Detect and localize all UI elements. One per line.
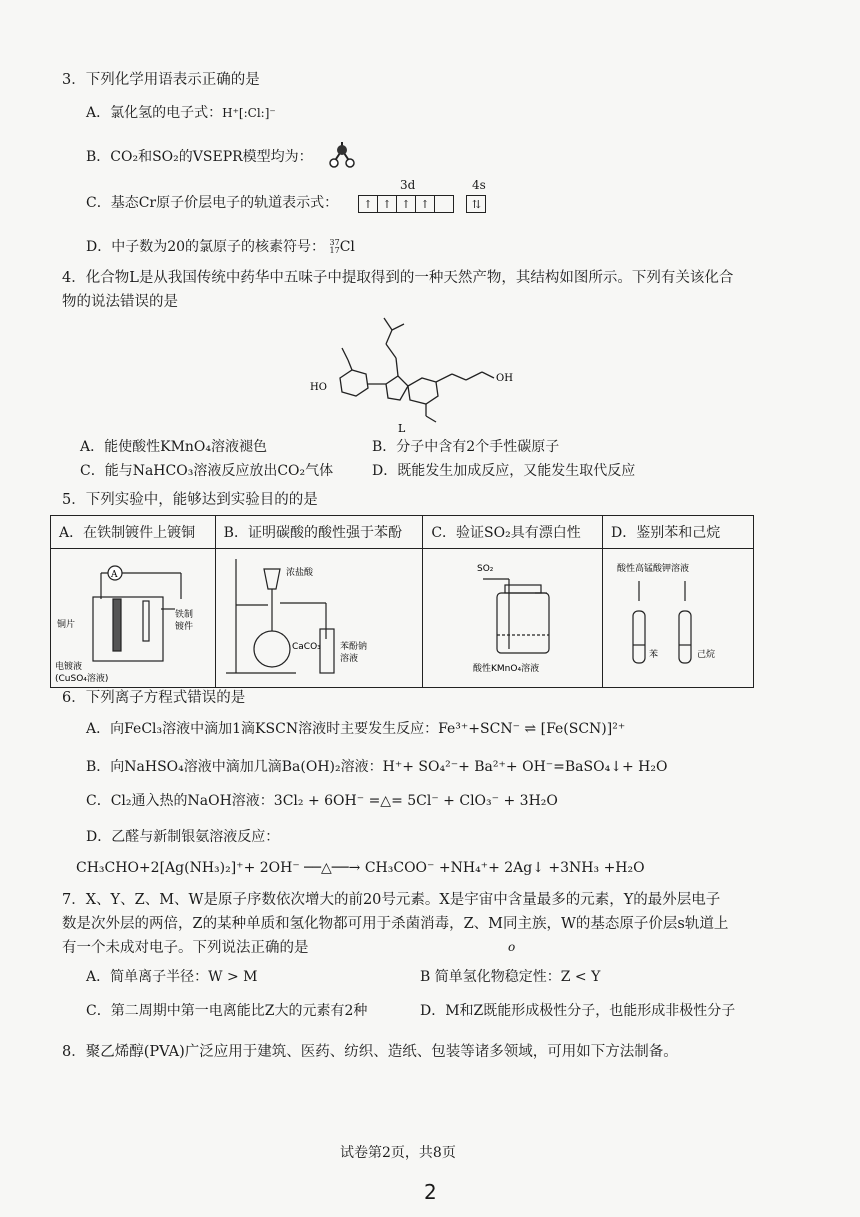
experiment-header-row [51, 516, 754, 549]
so2-label: SO₂ [477, 564, 494, 574]
q3-option-b [86, 146, 313, 166]
compound-l-structure [300, 308, 540, 438]
q3-option-d-text: D．中子数为20的氯原子的核素符号： [86, 239, 326, 255]
nuclide-symbol: Cl [339, 239, 355, 255]
q3-option-a-text: A．氯化氢的电子式： [86, 105, 223, 121]
q6-option-b: B．向NaHSO₄溶液中滴加几滴Ba(OH)₂溶液：H⁺+ SO₄²⁻+ Ba²⁺+ OH⁻=BaSO₄↓+ H₂O [86, 759, 668, 775]
experiment-header-d: D．鉴别苯和己烷 [603, 516, 754, 549]
page-footer: 试卷第2页，共8页 [340, 1145, 456, 1161]
kmno4-reagent-label: 酸性高锰酸钾溶液 [617, 564, 690, 574]
ammeter-label: A [111, 570, 118, 580]
structure-ho-label: HO [310, 382, 327, 393]
q3-stem: 3．下列化学用语表示正确的是 [62, 72, 260, 88]
orbital-3d-box-5 [435, 196, 453, 212]
handwritten-mark: o [508, 940, 516, 954]
q3-option-a [86, 102, 276, 122]
q4-option-c: C．能与NaHCO₃溶液反应放出CO₂气体 [80, 463, 334, 479]
electroplating-apparatus [51, 549, 214, 683]
benzene-hexane-apparatus [603, 549, 753, 683]
acid-strength-apparatus [216, 549, 422, 683]
kmno4-solution-label: 酸性KMnO₄溶液 [473, 664, 540, 674]
iron-label-2: 镀件 [175, 622, 194, 632]
q5-stem: 5．下列实验中，能够达到实验目的的是 [62, 492, 318, 508]
experiment-figure-a [51, 549, 216, 688]
q3-option-c-text: C．基态Cr原子价层电子的轨道表示式： [86, 195, 339, 211]
experiment-header-c: C．验证SO₂具有漂白性 [423, 516, 603, 549]
bleaching-apparatus [423, 549, 601, 683]
nuclide-mass-number: 37 [329, 238, 340, 247]
orbital-3d-boxes [358, 195, 454, 213]
q6-option-c: C．Cl₂通入热的NaOH溶液：3Cl₂ + 6OH⁻ =△= 5Cl⁻ + ClO₃⁻ + 3H₂O [86, 793, 558, 809]
orbital-3d-box-4: ↑ [416, 196, 435, 212]
orbital-4s-box [466, 195, 486, 213]
orbital-label-4s: 4s [472, 178, 486, 192]
phenolate-label-2: 溶液 [339, 654, 358, 664]
nuclide-numbers [330, 239, 340, 255]
orbital-3d-box-2: ↑ [378, 196, 397, 212]
q3-option-d [86, 236, 355, 256]
experiment-figure-b [215, 549, 423, 688]
copper-label: 铜片 [57, 620, 76, 630]
q4-stem-line1: 4．化合物L是从我国传统中药华中五味子中提取得到的一种天然产物，其结构如图所示。下列有关该化合 [62, 270, 734, 286]
experiment-header-a: A．在铁制镀件上镀铜 [51, 516, 216, 549]
q4-option-d: D．既能发生加成反应，又能发生取代反应 [372, 463, 636, 479]
solution-label-2: (CuSO₄溶液) [55, 674, 109, 683]
q6-option-d-equation: CH₃CHO+2[Ag(NH₃)₂]⁺+ 2OH⁻ ──△──→ CH₃COO⁻ +NH₄⁺+ 2Ag↓ +3NH₃ +H₂O [76, 860, 645, 876]
experiment-figure-c [423, 549, 603, 688]
q3-option-b-text: B．CO₂和SO₂的VSEPR模型均为： [86, 149, 313, 165]
q7-stem-line3: 有一个未成对电子。下列说法正确的是 [62, 940, 309, 956]
q4-option-a: A．能使酸性KMnO₄溶液褪色 [80, 439, 268, 455]
q7-option-a: A．简单离子半径：W > M [86, 969, 258, 985]
q7-option-c: C．第二周期中第一电离能比Z大的元素有2种 [86, 1003, 368, 1019]
benzene-label: 苯 [649, 650, 659, 660]
nuclide-atomic-number: 17 [329, 246, 340, 255]
q6-stem: 6．下列离子方程式错误的是 [62, 690, 246, 706]
experiment-figure-row [51, 549, 754, 688]
solution-label-1: 电镀液 [55, 662, 83, 672]
page-number: 2 [424, 1180, 437, 1204]
q7-option-d: D．M和Z既能形成极性分子，也能形成非极性分子 [420, 1003, 736, 1019]
orbital-3d-box-3: ↑ [397, 196, 416, 212]
orbital-label-3d: 3d [400, 178, 416, 192]
structure-oh-label: OH [496, 373, 513, 384]
iron-label-1: 铁制 [175, 610, 194, 620]
caco3-label: CaCO₃ [291, 642, 321, 652]
experiment-header-b: B．证明碳酸的酸性强于苯酚 [215, 516, 423, 549]
q7-option-b: B 简单氢化物稳定性：Z < Y [420, 969, 601, 985]
structure-l-label: L [398, 422, 406, 435]
orbital-diagram [358, 195, 486, 213]
orbital-3d-box-1: ↑ [359, 196, 378, 212]
q7-stem-line1: 7．X、Y、Z、M、W是原子序数依次增大的前20号元素。X是宇宙中含量最多的元素，Y的最外层电子 [62, 892, 721, 908]
experiment-table [50, 515, 754, 688]
orbital-4s-box-1: ⇅ [471, 197, 482, 211]
experiment-figure-d [603, 549, 754, 688]
q4-stem-line2: 物的说法错误的是 [62, 294, 178, 310]
hexane-label: 己烷 [697, 650, 716, 660]
acid-label: 浓盐酸 [285, 568, 313, 578]
q6-option-d: D．乙醛与新制银氨溶液反应： [86, 829, 280, 845]
phenolate-label-1: 苯酚钠 [339, 642, 367, 652]
q3-option-a-formula: H⁺[:Cl:]⁻ [222, 106, 276, 120]
q7-stem-line2: 数是次外层的两倍，Z的某种单质和氢化物都可用于杀菌消毒，Z、M同主族，W的基态原子价层s轨道上 [62, 916, 729, 932]
vsepr-model-image [326, 138, 358, 170]
q8-stem: 8．聚乙烯醇(PVA)广泛应用于建筑、医药、纺织、造纸、包装等诸多领域，可用如下方法制备。 [62, 1044, 678, 1060]
q6-option-a: A．向FeCl₃溶液中滴加1滴KSCN溶液时主要发生反应：Fe³⁺+SCN⁻ ⇌ [Fe(SCN)]²⁺ [86, 721, 626, 737]
q4-option-b: B．分子中含有2个手性碳原子 [372, 439, 560, 455]
q3-option-c [86, 192, 338, 212]
